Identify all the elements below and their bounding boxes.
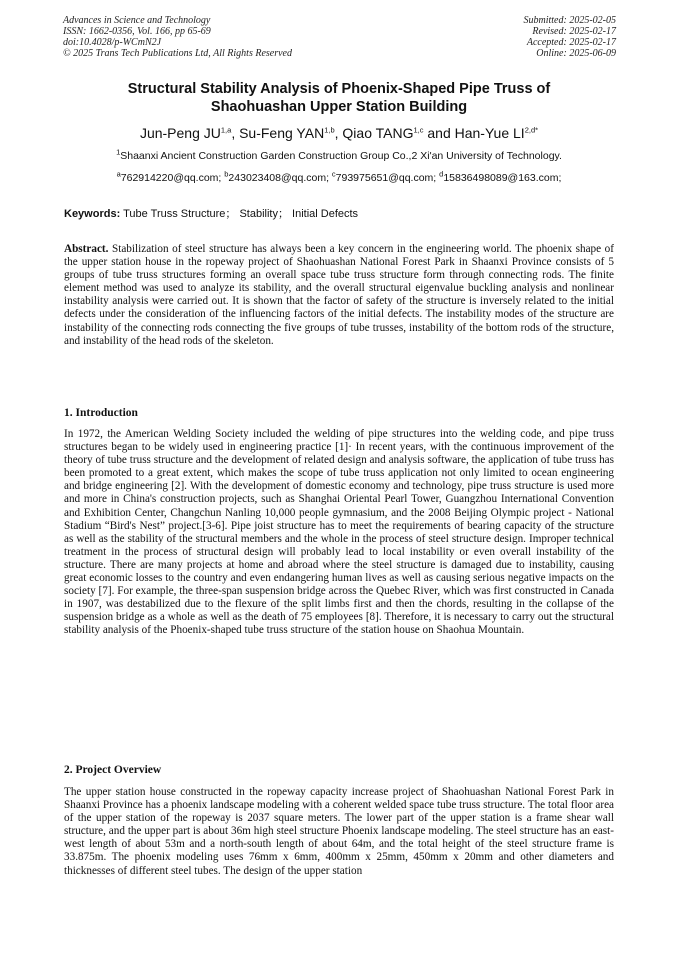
affiliation-text: Shaanxi Ancient Construction Garden Construction Group Co.,2 Xi'an University of Technology. xyxy=(120,150,562,162)
date-accepted: Accepted: 2025-02-17 xyxy=(526,37,616,48)
author-separator: and xyxy=(423,125,455,141)
affiliation-superscript: 1 xyxy=(116,147,121,157)
email-superscript: b xyxy=(224,169,229,179)
email-address: 793975651@qq.com; xyxy=(335,172,440,184)
journal-doi: doi:10.4028/p-WCmN2J xyxy=(63,37,162,48)
journal-name: Advances in Science and Technology xyxy=(63,15,211,26)
date-online: Online: 2025-06-09 xyxy=(536,48,616,59)
intro-ref-mark: · xyxy=(348,441,352,454)
abstract-text: Stabilization of steel structure has always been a key concern in the engineering world. The phoenix shape of the upper station house in the ropeway project of Shaohuashan National Forest Park in Shaanxi Province consists of 5 groups of tube truss structures forming an overall space tube truss structure form through connecting rods. The finite element method was used to analyze its stability, and the overall structural eigenvalue buckling analysis and nonlinear instability analysis were carried out. It is shown that the factor of safety of the structure is inversely related to the initial defects under the consideration of the influencing factors of the initial defects. The instability modes of the structure are instability of the connecting rods connecting the five groups of tube trusses, instability of the bottom rods of the structure, and instability of the head rods of the skeleton. xyxy=(64,243,614,347)
email-superscript: d xyxy=(439,169,444,179)
intro-text-part-1: In 1972, the American Welding Society included the welding of pipe structures into the welding code, and pipe truss structures began to be widely used in engineering practice [1] xyxy=(64,428,614,454)
email-list xyxy=(40,169,638,185)
email-address: 762914220@qq.com; xyxy=(120,172,225,184)
journal-issn: ISSN: 1662-0356, Vol. 166, pp 65-69 xyxy=(63,26,211,37)
author-superscript: 1,b xyxy=(324,125,335,135)
abstract-label: Abstract. xyxy=(64,243,109,255)
author-name: Han-Yue LI xyxy=(454,125,525,141)
email-superscript: a xyxy=(116,169,121,179)
date-revised: Revised: 2025-02-17 xyxy=(532,26,616,37)
date-submitted: Submitted: 2025-02-05 xyxy=(523,15,616,26)
author-name: Su-Feng YAN xyxy=(239,125,325,141)
author-name: Jun-Peng JU xyxy=(139,125,221,141)
title-line-1: Structural Stability Analysis of Phoenix-Shaped Pipe Truss of xyxy=(127,81,551,97)
abstract xyxy=(64,243,614,348)
intro-text-part-2: In recent years, with the continuous improvement of the theory of tube truss structure and the development of related design and analysis software, the application of tube truss has been promoted to a great extent, which makes the scope of tube truss application not only limited to ocean engineering and bridge engineering [2]. With the development of domestic economy and technology, pipe truss structure is used more and more in China's construction projects, such as Shanghai Oriental Pearl Tower, Guangzhou International Convention and Exhibition Center, Changchun Nanling 10,000 people gymnasium, and the 2008 Beijing Olympic project - National Stadium “Bird's Nest” project.[3-6]. Pipe joist structure has to meet the requirements of bearing capacity of the structure as well as the stability of the structural members and the whole in the process of steel structure design. Improper technical treatment in the process of structural design will probably lead to local instability or even overall instability of the structure. There are many projects at home and abroad where the steel structure is damaged due to instability, causing great economic losses to the country and even endangering human lives as well as causing serious negative impacts on the society [7]. For example, the three-span suspension bridge across the Quebec River, which was first constructed in Canada in 1907, was destabilized due to the flexure of the split limbs first and then the chords, resulting in the collapse of the suspension bridge as a whole as well as the death of 75 employees [8]. Therefore, it is necessary to carry out the structural stability analysis of the Phoenix-shaped tube truss structure of the station house on Shaohua Mountain. xyxy=(64,441,615,637)
author-superscript: 2,d* xyxy=(524,125,539,135)
affiliation xyxy=(40,147,638,163)
author-superscript: 1,a xyxy=(220,125,232,135)
keywords xyxy=(64,207,619,221)
keywords-text: Tube Truss Structure； Stability； Initial Defects xyxy=(120,208,359,220)
section-heading-project-overview: 2. Project Overview xyxy=(64,764,162,776)
email-superscript: c xyxy=(331,169,336,179)
paper-title xyxy=(40,80,638,116)
title-line-2: Shaohuashan Upper Station Building xyxy=(210,99,468,115)
journal-header-right xyxy=(524,15,617,59)
email-address: 15836498089@163.com; xyxy=(443,172,562,184)
email-address: 243023408@qq.com; xyxy=(228,172,332,184)
keywords-label: Keywords: xyxy=(64,208,121,220)
author-superscript: 1,c xyxy=(413,125,424,135)
author-list xyxy=(40,124,638,142)
author-name: Qiao TANG xyxy=(342,125,414,141)
author-separator: , xyxy=(231,125,240,141)
section-heading-introduction: 1. Introduction xyxy=(64,407,138,419)
introduction-paragraph xyxy=(64,428,614,638)
journal-copyright: © 2025 Trans Tech Publications Ltd, All Rights Reserved xyxy=(63,48,292,59)
project-overview-paragraph: The upper station house constructed in the ropeway capacity increase project of Shaohuashan National Forest Park in Shaanxi Province has a phoenix landscape modeling with a coherent welded space tube truss structure. The total floor area of the upper station of the ropeway is 2037 square meters. The lower part of the upper station is a frame shear wall structure, and the upper part is about 36m high steel structure Phoenix landscape modeling. The steel structure has an east-west length of about 53m and a north-south length of about 64m, and the total height of the steel structure frame is 33.875m. The phoenix modeling uses 76mm x 6mm, 400mm x 25mm, 450mm x 20mm and other diameters and thicknesses of different steel tubes. The design of the upper station xyxy=(64,786,614,877)
journal-header-left xyxy=(63,15,292,59)
author-separator: , xyxy=(334,125,343,141)
